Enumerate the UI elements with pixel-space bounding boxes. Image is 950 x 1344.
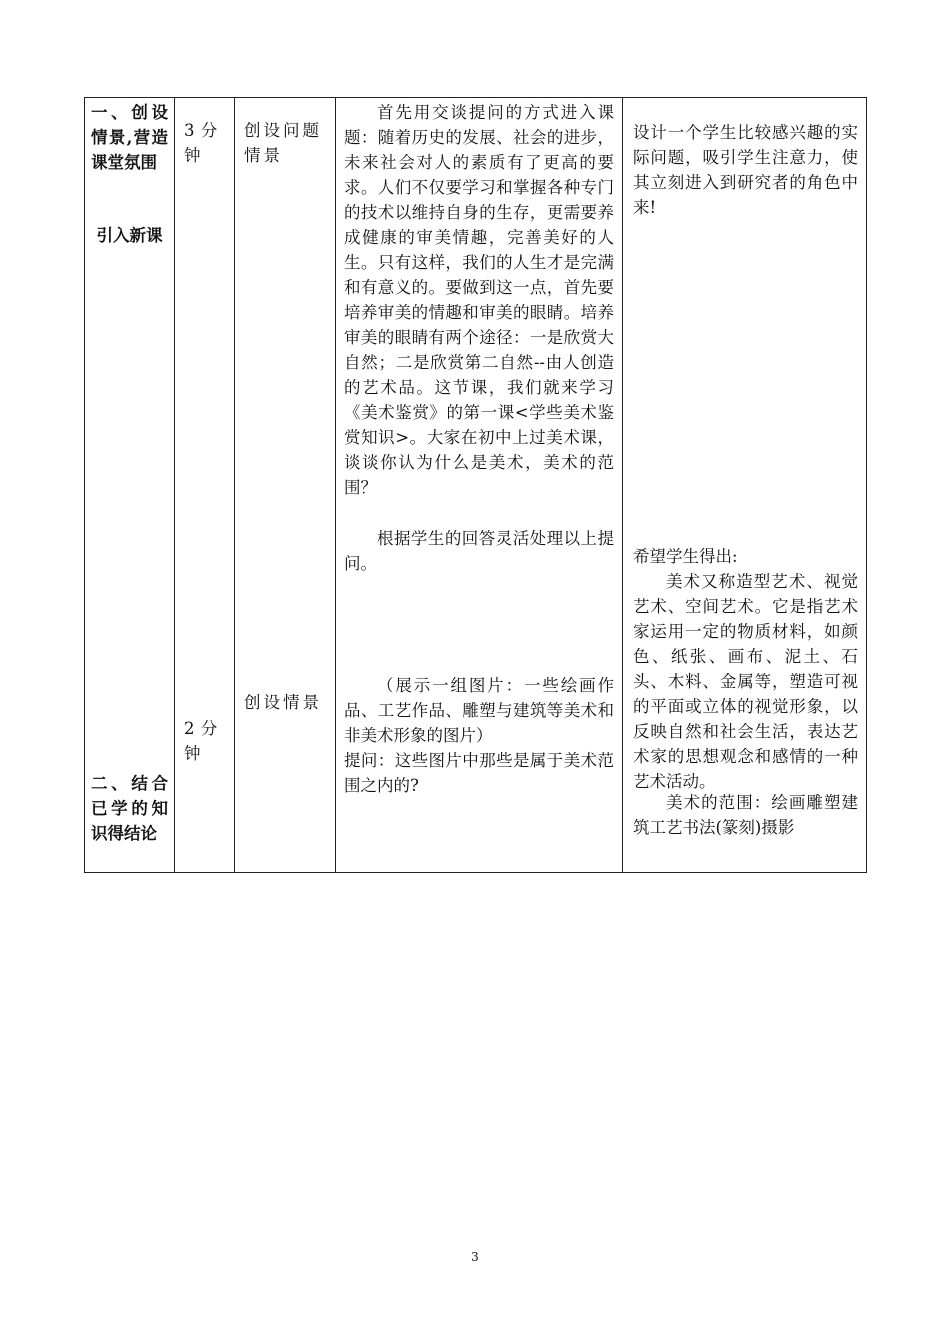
design-paragraph-1: 设计一个学生比较感兴趣的实际问题，吸引学生注意力，使其立刻进入到研究者的角色中来! <box>633 123 858 217</box>
stage-cell <box>85 98 175 873</box>
stage-title-2: 二、结合已学的知识得结论 <box>91 774 168 843</box>
teacher-paragraph-3: （展示一组图片：一些绘画作品、工艺作品、雕塑与建筑等美术和非美术形象的图片） <box>344 676 614 745</box>
teacher-paragraph-4: 提问：这些图片中那些是属于美术范围之内的? <box>344 751 614 795</box>
method-cell <box>235 98 336 873</box>
time-1: 3 分钟 <box>184 121 218 165</box>
design-paragraph-3: 美术又称造型艺术、视觉艺术、空间艺术。它是指艺术家运用一定的物质材料，如颜色、纸张、画布、泥土、石头、木料、金属等，塑造可视的平面或立体的视觉形象，以反映自然和社会生活，表达艺术家的思想观念和感情的一种艺术活动。 <box>633 572 858 791</box>
design-intent-cell <box>623 98 867 873</box>
method-1: 创设问题情景 <box>244 121 322 165</box>
time-cell <box>175 98 235 873</box>
teacher-activity-cell <box>336 98 623 873</box>
teacher-paragraph-2: 根据学生的回答灵活处理以上提问。 <box>344 529 614 573</box>
stage-subtitle-1: 引入新课 <box>96 226 163 245</box>
time-2: 2 分钟 <box>184 719 218 763</box>
method-2: 创设情景 <box>244 693 322 712</box>
table-row <box>85 98 867 873</box>
teacher-paragraph-1: 首先用交谈提问的方式进入课题：随着历史的发展、社会的进步，未来社会对人的素质有了更高的要求。人们不仅要学习和掌握各种专门的技术以维持自身的生存，更需要养成健康的审美情趣，完善美好的人生。只有这样，我们的人生才是完满和有意义的。要做到这一点，首先要培养审美的情趣和审美的眼睛。培养审美的眼睛有两个途径：一是欣赏大自然；二是欣赏第二自然--由人创造的艺术品。这节课，我们就来学习《美术鉴赏》的第一课<学些美术鉴赏知识>。大家在初中上过美术课，谈谈你认为什么是美术，美术的范围？ <box>344 103 614 497</box>
design-paragraph-4: 美术的范围：绘画雕塑建筑工艺书法(篆刻)摄影 <box>633 793 858 837</box>
design-paragraph-2: 希望学生得出: <box>633 547 738 566</box>
page-number: 3 <box>471 1250 479 1264</box>
stage-title-1: 一、创设情景,营造课堂氛围 <box>91 103 168 172</box>
lesson-plan-table <box>84 97 867 873</box>
